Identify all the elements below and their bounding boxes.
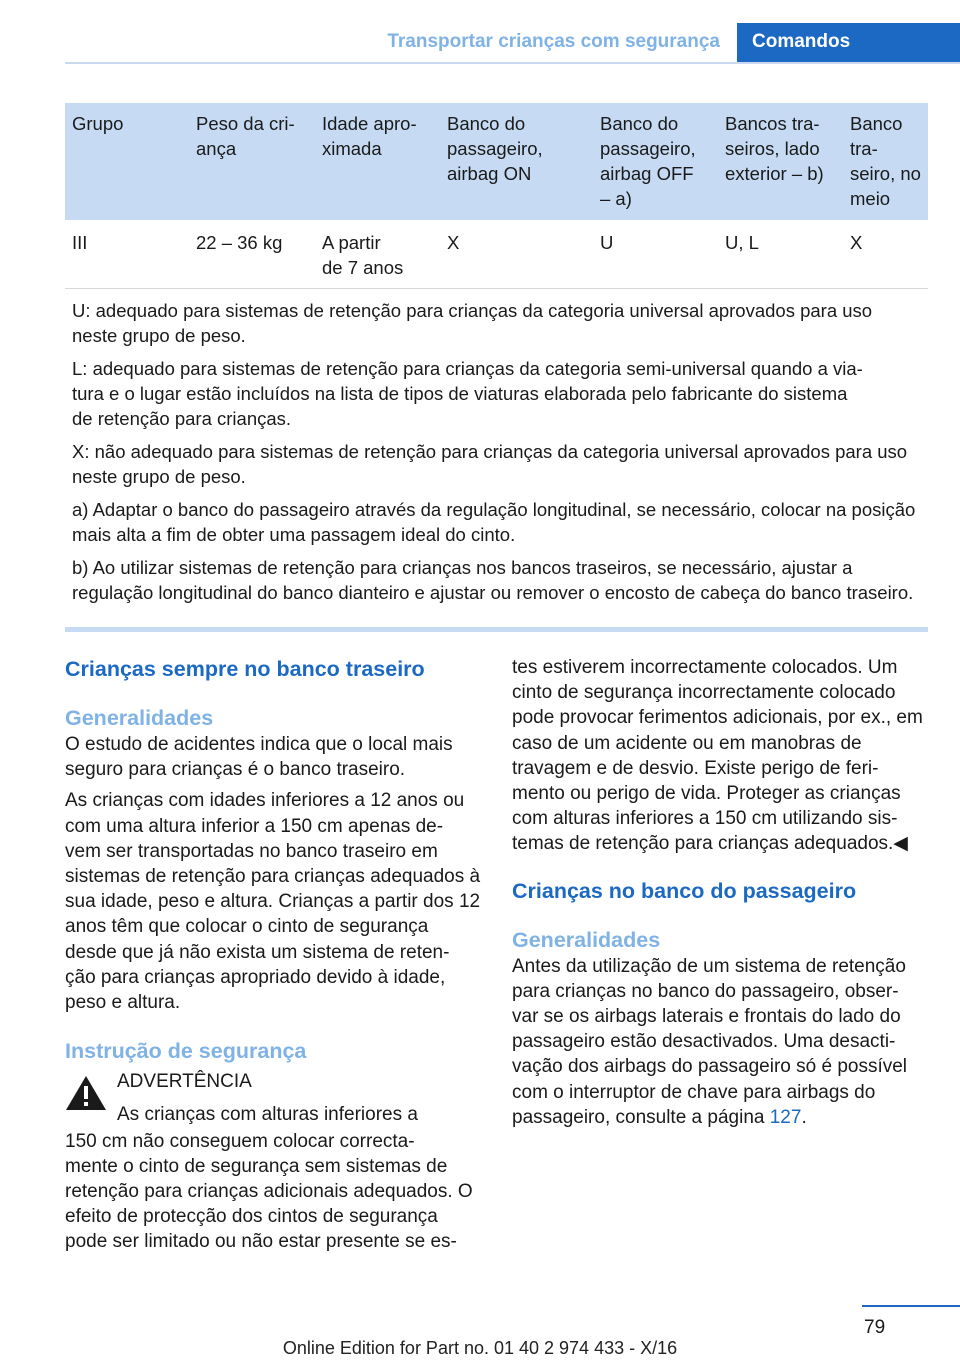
heading-general-2: Generalidades: [512, 927, 661, 952]
child-seat-table: [65, 103, 928, 621]
left-column: [65, 655, 481, 1255]
warning-text: 150 cm não conseguem colocar correcta- mente o cinto de segurança sem sistemas de retenção para crianças adicionais adequados. O efeito de protecção dos cintos de segurança pode ser limitado ou não estar presente se es-: [65, 1130, 473, 1253]
page-number: 79: [864, 1317, 886, 1338]
heading-children-rear-seat: Crianças sempre no banco traseiro: [65, 657, 425, 681]
table-header: Peso da cri- ança: [189, 103, 315, 220]
paragraph-text: Antes da utilização de um sistema de retenção para crianças no banco do passageiro, obser- var se os airbags laterais e frontais do lado do passageiro estão desactivados. Uma desacti- vação dos airbags do passageiro só é possível com o interruptor de chave para airbags do passageiro, consulte a página: [512, 955, 908, 1128]
table-header: Grupo: [65, 103, 189, 220]
table-cell: III: [65, 220, 189, 289]
table-cell: U: [593, 220, 718, 289]
note-u: U: adequado para sistemas de retenção para crianças da categoria universal aprovados para uso neste grupo de peso.: [72, 300, 873, 346]
paragraph-warning-continued: tes estiverem incorrectamente colocados. Um cinto de segurança incorrectamente colocado pode provocar ferimentos adicionais, por ex., em caso de um acidente ou em manobras de travagem e de desvio. Existe perigo de feri- mento ou perigo de vida. Proteger as crianças com alturas inferiores a 150 cm utilizando sis- temas de retenção para crianças adequados.◀: [512, 657, 923, 855]
section-separator: [65, 627, 928, 632]
footer-rule: [862, 1305, 960, 1307]
table-header: Banco tra- seiro, no meio: [843, 103, 928, 220]
warning-text-first-line: As crianças com alturas inferiores a: [117, 1104, 418, 1126]
note-b: b) Ao utilizar sistemas de retenção para crianças nos bancos traseiros, se necessário, ajustar a regulação longitudinal do banco dianteiro e ajustar ou remover o encosto de cabeça do banco traseiro.: [72, 557, 914, 603]
table-header: Banco do passageiro, airbag ON: [440, 103, 593, 220]
right-column: [512, 655, 928, 1136]
warning-block: [65, 1069, 481, 1127]
table-cell: X: [440, 220, 593, 289]
table-header: Banco do passageiro, airbag OFF – a): [593, 103, 718, 220]
table-cell: 22 – 36 kg: [189, 220, 315, 289]
paragraph-end: .: [801, 1106, 807, 1128]
table-notes: [65, 289, 928, 622]
section-title: Transportar crianças com segurança: [387, 31, 720, 52]
table-row: [65, 220, 928, 289]
paragraph-accident-study: O estudo de acidentes indica que o local mais seguro para crianças é o banco traseiro.: [65, 734, 453, 781]
edition-footer: Online Edition for Part no. 01 40 2 974 433 - X/16: [282, 1338, 678, 1358]
heading-children-passenger-seat: Crianças no banco do passageiro: [512, 878, 857, 903]
paragraph-passenger-airbag: [512, 954, 928, 1130]
table-header: Bancos tra- seiros, lado exterior – b): [718, 103, 843, 220]
heading-general: Generalidades: [65, 706, 214, 730]
warning-label: ADVERTÊNCIA: [117, 1071, 252, 1093]
table-cell: X: [843, 220, 928, 289]
page-link[interactable]: 127: [769, 1106, 802, 1128]
note-a: a) Adaptar o banco do passageiro através da regulação longitudinal, se necessário, colocar na posição mais alta a fim de obter uma passagem ideal do cinto.: [72, 499, 916, 545]
table-cell: U, L: [718, 220, 843, 289]
chapter-tab[interactable]: Comandos: [737, 23, 960, 64]
note-l: L: adequado para sistemas de retenção para crianças da categoria semi-universal quando a via- tura e o lugar estão incluídos na lista de tipos de viaturas elaborada pelo fabricante do sistema de retenção para crianças.: [72, 358, 863, 429]
table-header: Idade apro- ximada: [315, 103, 440, 220]
table-notes-row: [65, 289, 928, 622]
table-cell: A partir de 7 anos: [315, 220, 440, 289]
heading-safety-instruction: Instrução de segurança: [65, 1039, 307, 1064]
header-rule: [65, 62, 960, 64]
table-header-row: [65, 103, 928, 220]
note-x: X: não adequado para sistemas de retenção para crianças da categoria universal aprovados para uso neste grupo de peso.: [72, 441, 908, 487]
paragraph-age-height: As crianças com idades inferiores a 12 anos ou com uma altura inferior a 150 cm apenas de- vem ser transportadas no banco traseiro em sistemas de retenção para crianças adequados à sua idade, peso e altura. Crianças a partir dos 12 anos têm que colocar o cinto de segurança desde que já não exista um sistema de reten- ção para crianças apropriado devido à idade, peso e altura.: [65, 790, 481, 1014]
warning-triangle-icon: [65, 1075, 107, 1111]
